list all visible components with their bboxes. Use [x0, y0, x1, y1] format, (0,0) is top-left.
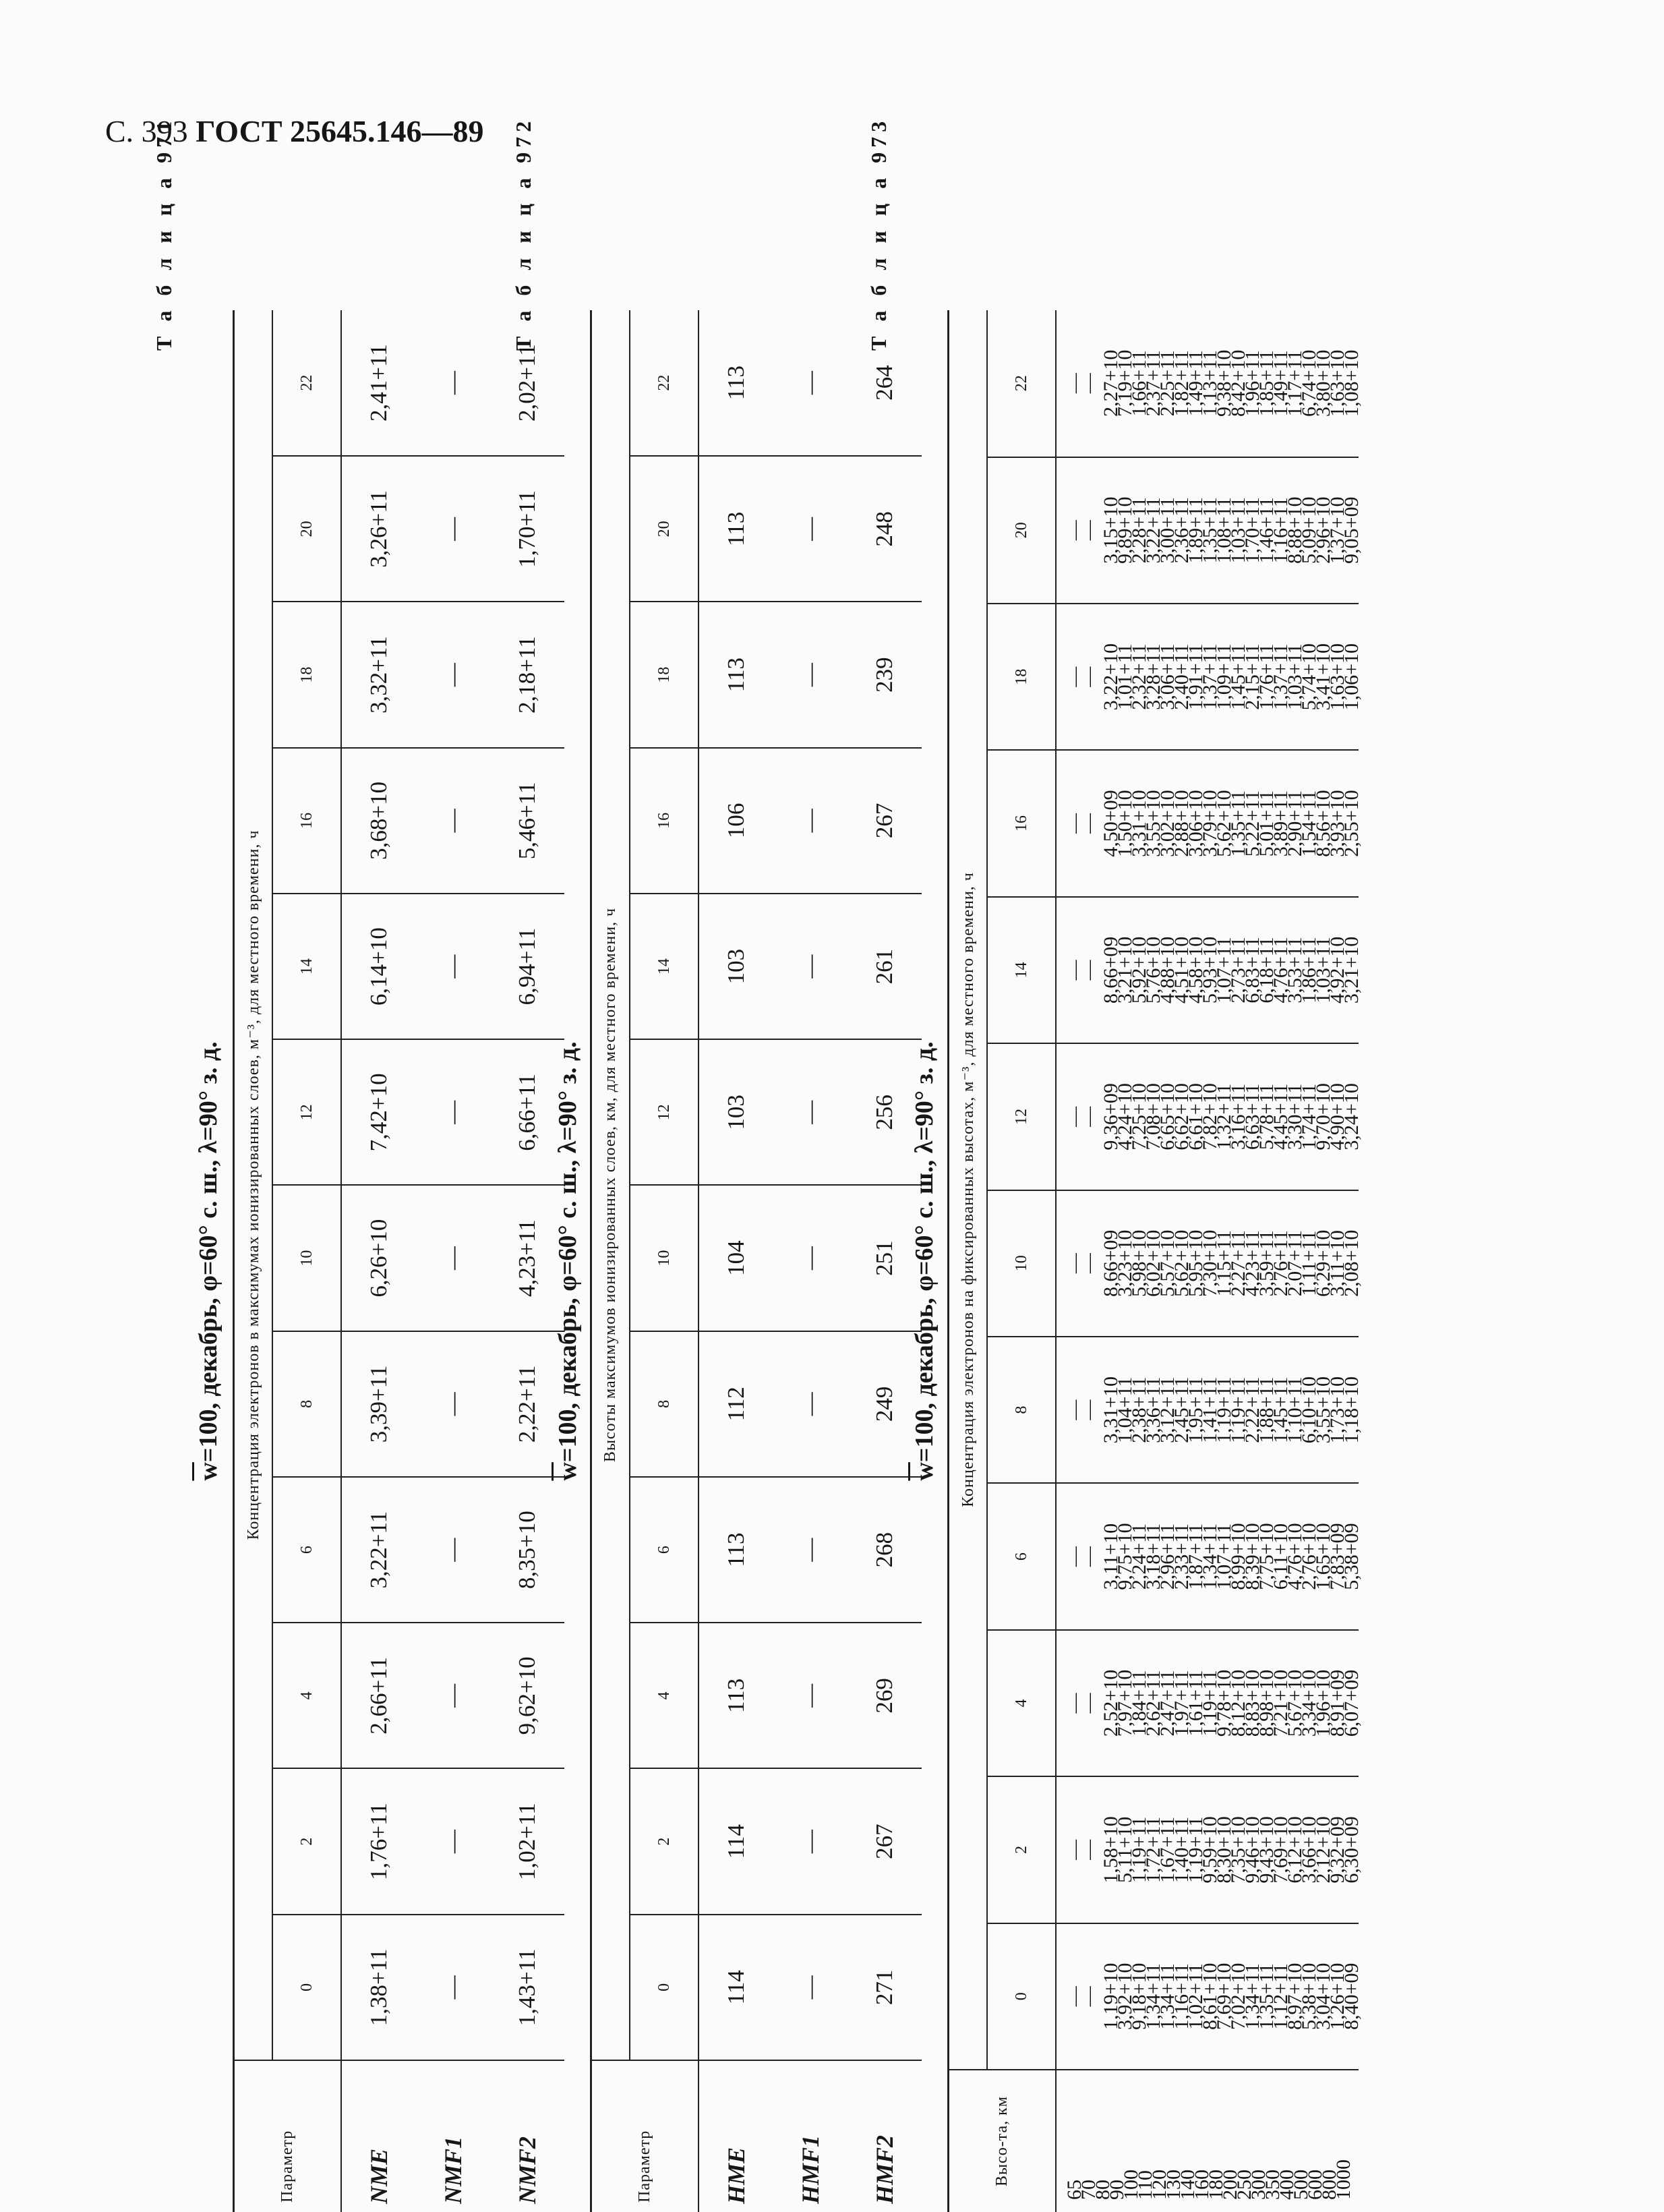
time-header: 14 [630, 894, 699, 1039]
time-header: 6 [630, 1477, 699, 1623]
data-cell: — [416, 894, 490, 1039]
param-name: NME [341, 2060, 416, 2212]
data-cell: — [773, 1477, 848, 1623]
data-cell: 239 [848, 602, 922, 748]
time-header: 10 [630, 1186, 699, 1331]
data-cell: — [773, 1331, 848, 1477]
data-cell: 2,41+11 [341, 310, 416, 456]
param-header: Параметр [591, 2060, 699, 2212]
time-header: 10 [987, 1190, 1056, 1337]
data-cell: — [416, 1331, 490, 1477]
data-cell: — — 1,19+10 3,92+10 9,18+10 1,34+11 1,34+11 1,16+11 1,02+11 8,61+10 7,69+10 7,02+10 1,34+11 1,35+11 1,12+11 8,97+10 5,38+10 3,04+10 1,26+10 8,40+09 [1056, 1923, 1359, 2070]
data-cell: — [416, 1477, 490, 1623]
time-header: 16 [272, 748, 341, 894]
data-cell: — — 3,15+10 9,89+10 2,28+11 3,22+11 3,00+11 2,36+11 1,89+11 1,35+11 1,08+11 1,03+11 1,70+11 1,46+11 1,16+11 8,88+10 5,09+10 2,96+10 1,37+10 9,05+09 [1056, 457, 1359, 604]
data-cell: 264 [848, 310, 922, 456]
data-cell: 1,43+11 [490, 1915, 564, 2060]
data-cell: 7,42+10 [341, 1039, 416, 1185]
data-cell: 106 [699, 748, 773, 894]
data-cell: — — 3,22+10 1,01+11 2,32+11 3,28+11 3,06+11 2,40+11 1,91+11 1,37+11 1,09+11 1,45+11 2,15+11 1,76+11 1,37+11 1,03+11 5,74+10 3,41+10 1,63+10 1,06+10 [1056, 604, 1359, 750]
data-cell: — — 1,58+10 5,11+10 1,19+11 1,72+11 1,67+11 1,40+11 1,19+11 9,59+10 8,30+10 7,35+10 9,46+10 9,43+10 7,69+10 6,12+10 3,66+10 2,12+10 9,32+09 6,30+09 [1056, 1776, 1359, 1923]
data-cell: 114 [699, 1769, 773, 1915]
time-header: 2 [987, 1776, 1056, 1923]
data-cell: 104 [699, 1186, 773, 1331]
data-cell: 8,35+10 [490, 1477, 564, 1623]
data-cell: — — 9,36+09 4,24+10 7,25+10 7,08+10 6,65+10 6,62+10 6,61+10 7,82+10 1,32+11 3,16+11 6,63+11 5,78+11 4,45+11 3,30+11 1,74+11 9,70+10 4,90+10 3,24+10 [1056, 1043, 1359, 1190]
data-cell: 248 [848, 456, 922, 602]
data-cell: — — 2,52+10 7,97+10 1,84+11 2,62+11 2,47+11 1,97+11 1,61+11 1,19+11 9,78+10 8,12+10 8,83+10 8,98+10 7,21+10 5,67+10 3,34+10 1,96+10 8,91+09 6,07+09 [1056, 1630, 1359, 1776]
time-header: 2 [272, 1769, 341, 1915]
time-header: 18 [272, 602, 341, 748]
param-name: NMF1 [416, 2060, 490, 2212]
data-cell: — — 3,31+10 1,04+11 2,38+11 3,36+11 3,12+11 2,45+11 1,95+11 1,41+11 1,19+11 1,19+11 2,22+11 1,88+11 1,45+11 1,10+11 6,10+10 3,55+10 1,73+10 1,18+10 [1056, 1337, 1359, 1483]
data-cell: — [416, 1915, 490, 2060]
data-cell: 1,70+11 [490, 456, 564, 602]
data-cell: — [416, 456, 490, 602]
time-header: 6 [272, 1477, 341, 1623]
time-header: 12 [272, 1039, 341, 1185]
data-cell: 269 [848, 1623, 922, 1768]
table-973 [947, 310, 1363, 2212]
time-header: 20 [630, 456, 699, 602]
data-cell: 2,18+11 [490, 602, 564, 748]
time-header: 4 [272, 1623, 341, 1768]
altitude-header: Высо-та, км [949, 2070, 1057, 2212]
time-header: 22 [987, 310, 1056, 457]
data-cell: — [416, 310, 490, 456]
time-header: 14 [987, 897, 1056, 1043]
data-cell: 3,22+11 [341, 1477, 416, 1623]
data-cell: 113 [699, 310, 773, 456]
time-header: 0 [630, 1915, 699, 2060]
time-header: 18 [630, 602, 699, 748]
data-cell: — [773, 1039, 848, 1185]
table-973-subheader: Концентрация электронов на фиксированных высотах, м⁻³, для местного времени, ч [949, 310, 988, 2070]
data-cell: 1,76+11 [341, 1769, 416, 1915]
table-row [341, 310, 416, 2212]
time-header: 12 [987, 1043, 1056, 1190]
time-header: 4 [630, 1623, 699, 1768]
table-971-subheader: Концентрация электронов в максимумах ионизированных слоев, м⁻³, для местного времени, ч [234, 310, 273, 2060]
data-cell: 3,32+11 [341, 602, 416, 748]
data-cell: — [773, 894, 848, 1039]
time-header: 16 [987, 750, 1056, 896]
data-cell: — [773, 748, 848, 894]
table-971 [233, 310, 564, 2212]
time-header: 12 [630, 1039, 699, 1185]
time-header: 0 [987, 1923, 1056, 2070]
data-cell: — [416, 748, 490, 894]
time-header: 4 [987, 1630, 1056, 1776]
table-972-subheader: Высоты максимумов ионизированных слоев, км, для местного времени, ч [591, 310, 630, 2060]
data-cell: 5,46+11 [490, 748, 564, 894]
data-cell: 2,22+11 [490, 1331, 564, 1477]
time-header: 8 [272, 1331, 341, 1477]
data-cell: 271 [848, 1915, 922, 2060]
data-cell: 1,02+11 [490, 1769, 564, 1915]
time-header: 6 [987, 1483, 1056, 1629]
data-cell: — [773, 310, 848, 456]
data-cell: 113 [699, 1477, 773, 1623]
time-header: 20 [272, 456, 341, 602]
data-cell: — [416, 602, 490, 748]
altitude-list: 65 70 80 90 100 110 120 130 140 160 180 200 250 300 350 400 500 600 800 1000 [1056, 2070, 1359, 2212]
table-971-label: Т а б л и ц а 971 [152, 116, 176, 351]
data-cell: 3,68+10 [341, 748, 416, 894]
data-cell: 256 [848, 1039, 922, 1185]
time-header: 22 [272, 310, 341, 456]
data-cell: 113 [699, 602, 773, 748]
data-cell: — [773, 602, 848, 748]
data-cell: 3,39+11 [341, 1331, 416, 1477]
table-973-label: Т а б л и ц а 973 [866, 116, 891, 351]
data-cell: 251 [848, 1186, 922, 1331]
time-header: 14 [272, 894, 341, 1039]
table-row [1056, 310, 1359, 2212]
data-cell: 4,23+11 [490, 1186, 564, 1331]
data-cell: 1,38+11 [341, 1915, 416, 2060]
data-cell: 2,02+11 [490, 310, 564, 456]
param-name: HMF2 [848, 2060, 922, 2212]
data-cell: 6,26+10 [341, 1186, 416, 1331]
param-name: HME [699, 2060, 773, 2212]
time-header: 22 [630, 310, 699, 456]
data-cell: — [416, 1769, 490, 1915]
table-971-title: $\overline{w}=100$, декабрь, φ=60° с. ш., λ=90° з. д. [194, 1041, 222, 1481]
table-row [699, 310, 773, 2212]
data-cell: 6,94+11 [490, 894, 564, 1039]
data-cell: 112 [699, 1331, 773, 1477]
data-cell: — [416, 1039, 490, 1185]
time-header: 18 [987, 604, 1056, 750]
time-header: 0 [272, 1915, 341, 2060]
time-header: 8 [630, 1331, 699, 1477]
table-972 [590, 310, 922, 2212]
data-cell: — — 3,11+10 9,75+10 2,24+11 3,18+11 2,96+11 2,33+11 1,87+11 1,34+11 1,07+11 8,99+10 8,39+10 7,75+10 6,11+10 4,76+10 2,76+10 1,65+10 7,83+09 5,38+09 [1056, 1483, 1359, 1629]
data-cell: — [773, 1186, 848, 1331]
data-cell: 267 [848, 748, 922, 894]
data-cell: — [773, 1623, 848, 1768]
data-cell: 9,62+10 [490, 1623, 564, 1768]
data-cell: 261 [848, 894, 922, 1039]
table-row [416, 310, 490, 2212]
data-cell: 3,26+11 [341, 456, 416, 602]
data-cell: 268 [848, 1477, 922, 1623]
data-cell: 113 [699, 456, 773, 602]
data-cell: — [416, 1623, 490, 1768]
data-cell: — [773, 1769, 848, 1915]
data-cell: 267 [848, 1769, 922, 1915]
data-cell: 2,66+11 [341, 1623, 416, 1768]
page-number: С. 393 [105, 114, 188, 148]
param-header: Параметр [234, 2060, 342, 2212]
data-cell: 6,66+11 [490, 1039, 564, 1185]
table-972-title: $\overline{w}=100$, декабрь, φ=60° с. ш., λ=90° з. д. [554, 1041, 582, 1481]
time-header: 20 [987, 457, 1056, 604]
table-972-label: Т а б л и ц а 972 [511, 116, 535, 351]
data-cell: — [773, 456, 848, 602]
data-cell: 103 [699, 1039, 773, 1185]
data-cell: 103 [699, 894, 773, 1039]
time-header: 16 [630, 748, 699, 894]
data-cell: — — 8,66+09 3,23+10 5,98+10 6,02+10 5,57+10 5,62+10 5,95+10 7,30+10 1,15+11 2,27+11 4,23+11 3,59+11 2,76+11 2,07+11 1,11+11 6,29+10 3,11+10 2,08+10 [1056, 1190, 1359, 1337]
data-cell: — — 4,50+09 1,50+10 3,31+10 3,55+10 3,02+10 2,88+10 3,06+10 3,79+10 5,62+10 1,35+11 5,22+11 5,01+11 3,89+11 2,90+11 1,54+11 8,56+10 3,93+10 2,55+10 [1056, 750, 1359, 896]
data-cell: — — 8,66+09 3,21+10 5,92+10 5,76+10 4,88+10 4,51+10 4,58+10 5,93+10 1,07+11 2,73+11 6,83+11 6,18+11 4,76+11 3,53+11 1,86+11 1,03+11 4,92+10 3,21+10 [1056, 897, 1359, 1043]
time-header: 10 [272, 1186, 341, 1331]
param-name: HMF1 [773, 2060, 848, 2212]
time-header: 2 [630, 1769, 699, 1915]
time-header: 8 [987, 1337, 1056, 1483]
data-cell: — [773, 1915, 848, 2060]
param-name: NMF2 [490, 2060, 564, 2212]
data-cell: 113 [699, 1623, 773, 1768]
standard-number: ГОСТ 25645.146—89 [196, 114, 484, 148]
data-cell: 249 [848, 1331, 922, 1477]
data-cell: — — 2,27+10 7,19+10 1,66+11 2,37+11 2,25+11 1,82+11 1,49+11 1,13+11 9,38+10 8,42+10 1,96+11 1,85+11 1,49+11 1,17+11 6,74+10 3,80+10 1,63+10 1,08+10 [1056, 310, 1359, 457]
data-cell: — [416, 1186, 490, 1331]
table-row [773, 310, 848, 2212]
data-cell: 114 [699, 1915, 773, 2060]
data-cell: 6,14+10 [341, 894, 416, 1039]
table-973-title: $\overline{w}=100$, декабрь, φ=60° с. ш., λ=90° з. д. [910, 1041, 939, 1481]
